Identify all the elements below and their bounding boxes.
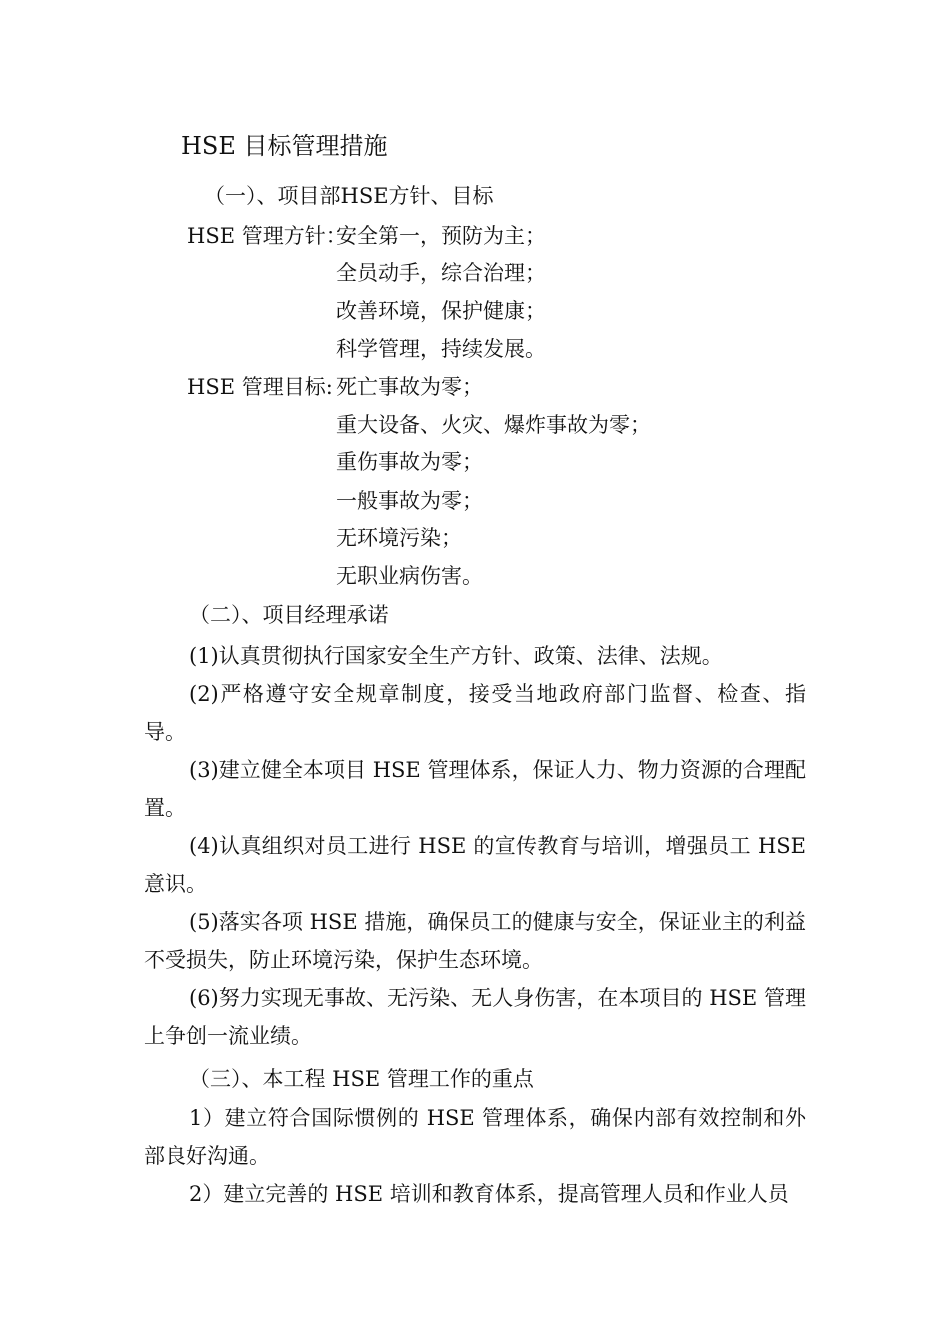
commitment-item: (2)严格遵守安全规章制度，接受当地政府部门监督、检查、指导。 — [144, 682, 806, 744]
document-title: HSE 目标管理措施 — [181, 132, 388, 160]
section1-heading: （一）、项目部HSE方针、目标 — [204, 184, 494, 208]
policy-label: HSE 管理方针： — [187, 224, 347, 248]
commitment-item: (3)建立健全本项目 HSE 管理体系，保证人力、物力资源的合理配置。 — [144, 758, 806, 820]
goal-item: 无环境污染； — [336, 526, 462, 550]
commitment-item: (5)落实各项 HSE 措施，确保员工的健康与安全，保证业主的利益不受损失，防止环境污染，保护生态环境。 — [144, 910, 806, 972]
goal-item: 一般事故为零； — [336, 489, 483, 513]
focus-item: 2）建立完善的 HSE 培训和教育体系，提高管理人员和作业人员 — [189, 1182, 789, 1206]
goal-label: HSE 管理目标: — [187, 375, 333, 399]
goal-item: 死亡事故为零； — [336, 375, 483, 399]
goal-item: 重伤事故为零； — [336, 450, 483, 474]
policy-item: 科学管理，持续发展。 — [336, 337, 546, 361]
goal-item: 重大设备、火灾、爆炸事故为零； — [336, 413, 651, 437]
commitment-item: (1)认真贯彻执行国家安全生产方针、政策、法律、法规。 — [189, 644, 723, 668]
policy-item: 安全第一，预防为主； — [336, 224, 546, 248]
policy-item: 改善环境，保护健康； — [336, 299, 546, 323]
policy-item: 全员动手，综合治理； — [336, 261, 546, 285]
focus-item: 1）建立符合国际惯例的 HSE 管理体系，确保内部有效控制和外部良好沟通。 — [144, 1106, 806, 1168]
commitment-item: (4)认真组织对员工进行 HSE 的宣传教育与培训，增强员工 HSE 意识。 — [144, 834, 806, 896]
section2-heading: （二）、项目经理承诺 — [189, 603, 389, 627]
commitment-item: (6)努力实现无事故、无污染、无人身伤害，在本项目的 HSE 管理上争创一流业绩。 — [144, 986, 806, 1048]
section3-heading: （三）、本工程 HSE 管理工作的重点 — [189, 1067, 534, 1091]
goal-item: 无职业病伤害。 — [336, 564, 483, 588]
